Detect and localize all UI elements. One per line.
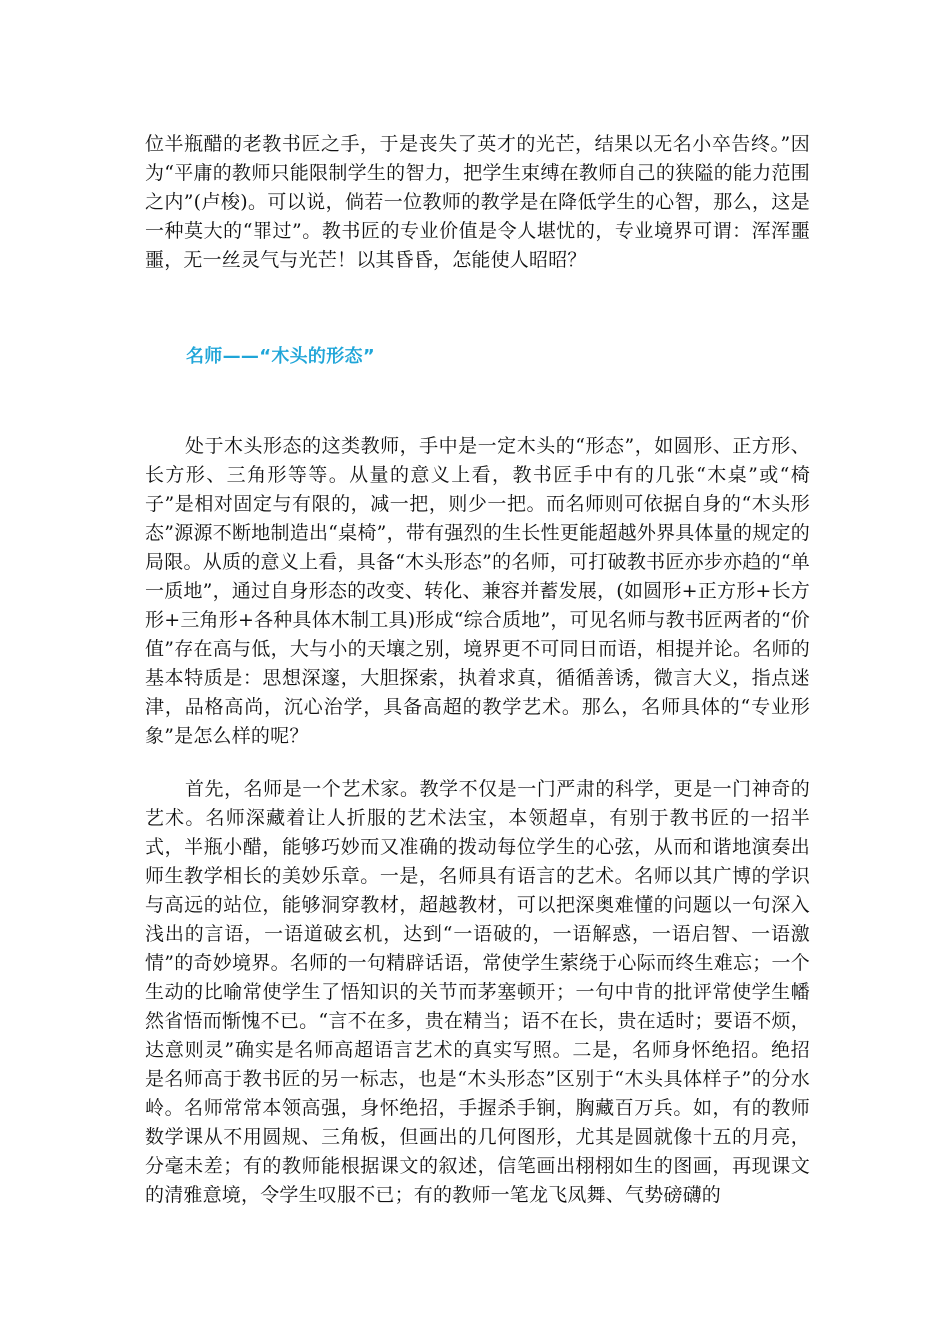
paragraph-continuation: 位半瓶醋的老教书匠之手，于是丧失了英才的光芒，结果以无名小卒告终。”因为“平庸的教师只能限制学生的智力，把学生束缚在教师自己的狭隘的能力范围之内”(卢梭)。可以说，倘若一位教师的教学是在降低学生的心智，那么，这是一种莫大的“罪过”。教书匠的专业价值是令人堪忧的，专业境界可谓：浑浑噩噩，无一丝灵气与光芒！以其昏昏，怎能使人昭昭？: [145, 133, 810, 271]
paragraph-wood-form: 处于木头形态的这类教师，手中是一定木头的“形态”，如圆形、正方形、长方形、三角形等等。从量的意义上看，教书匠手中有的几张“木桌”或“椅子”是相对固定与有限的，减一把，则少一把。而名师则可依据自身的“木头形态”源源不断地制造出“桌椅”，带有强烈的生长性更能超越外界具体量的规定的局限。从质的意义上看，具备“木头形态”的名师，可打破教书匠亦步亦趋的“单一质地”，通过自身形态的改变、转化、兼容并蓄发展，(如圆形+正方形+长方形+三角形+各种具体木制工具)形成“综合质地”，可见名师与教书匠两者的“价值”存在高与低，大与小的天壤之别，境界更不可同日而语，相提并论。名师的基本特质是：思想深邃，大胆探索，执着求真，循循善诱，微言大义，指点迷津，品格高尚，沉心治学，具备高超的教学艺术。那么，名师具体的“专业形象”是怎么样的呢？: [145, 435, 810, 747]
section-heading: 名师——“木头的形态”: [186, 346, 375, 367]
paragraph-artist: 首先，名师是一个艺术家。教学不仅是一门严肃的科学，更是一门神奇的艺术。名师深藏着让人折服的艺术法宝，本领超卓，有别于教书匠的一招半式，半瓶小醋，能够巧妙而又准确的拨动每位学生的心弦，从而和谐地演奏出师生教学相长的美妙乐章。一是，名师具有语言的艺术。名师以其广博的学识与高远的站位，能够洞穿教材，超越教材，可以把深奥难懂的问题以一句深入浅出的言语，一语道破玄机，达到“一语破的，一语解惑，一语启智、一语激情”的奇妙境界。名师的一句精辟话语，常使学生萦绕于心际而终生难忘；一个生动的比喻常使学生了悟知识的关节而茅塞顿开；一句中肯的批评常使学生幡然省悟而惭愧不已。“言不在多，贵在精当；语不在长，贵在适时；要语不烦，达意则灵”确实是名师高超语言艺术的真实写照。二是，名师身怀绝招。绝招 是名师高于教书匠的另一标志，也是“木头形态”区别于“木头具体样子”的分水岭。名师常常本领高强，身怀绝招，手握杀手锏，胸藏百万兵。如，有的教师数学课从不用圆规、三角板，但画出的几何图形，尤其是圆就像十五的月亮，分毫未差；有的教师能根据课文的叙述，信笔画出栩栩如生的图画，再现课文的清雅意境，令学生叹服不已；有的教师一笔龙飞凤舞、气势磅礴的: [145, 778, 810, 1206]
